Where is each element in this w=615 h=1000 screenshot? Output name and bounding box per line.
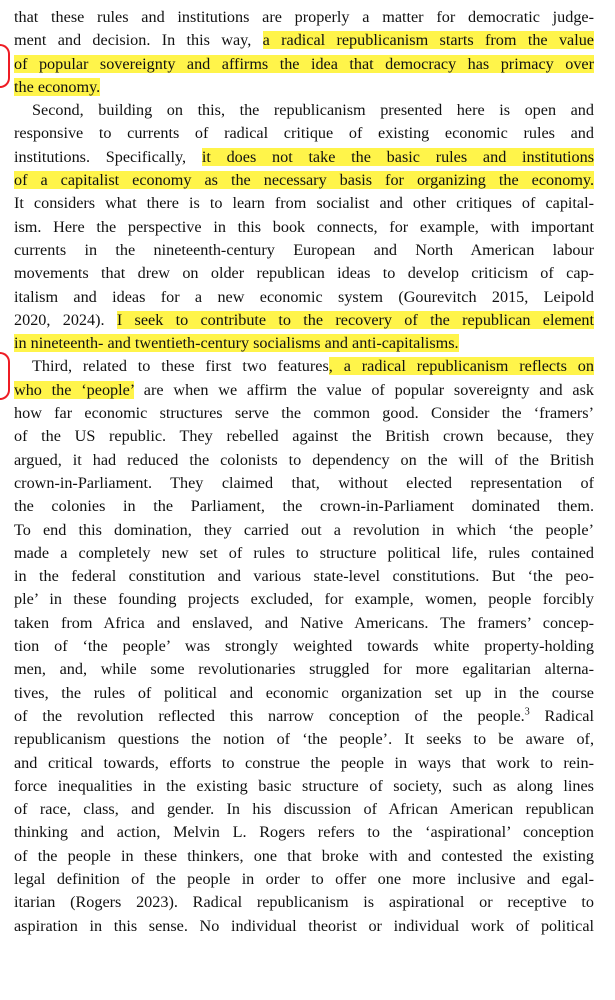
footnote-marker: 3 — [524, 706, 530, 718]
text-line — [14, 519, 594, 542]
text-line — [14, 449, 594, 472]
text-segment: in the federal constitution and various state-level constitutions. But ‘the peo- — [14, 567, 594, 586]
text-line — [14, 425, 594, 448]
text-segment: argued, it had reduced the colonists to dependency on the will of the British — [14, 450, 594, 469]
text-segment: of the people in these thinkers, one that broke with and contested the existing — [14, 846, 594, 865]
text-segment: To end this domination, they carried out a revolution in which ‘the people’ — [14, 520, 594, 539]
text-line — [14, 705, 594, 728]
text-line — [14, 6, 594, 29]
text-segment: tion of ‘the people’ was strongly weighted towards white property-holding — [14, 637, 594, 656]
text-segment: republicanism questions the notion of ‘the people’. It seeks to be aware of, — [14, 730, 594, 749]
text-segment: how far economic structures serve the common good. Consider the ‘framers’ — [14, 404, 594, 423]
text-segment: thinking and action, Melvin L. Rogers refers to the ‘aspirational’ conception — [14, 823, 594, 842]
highlighted-text: of popular sovereignty and affirms the idea that democracy has primacy over — [14, 54, 594, 73]
text-segment: of the US republic. They rebelled against the British crown because, they — [14, 427, 594, 446]
text-line — [14, 216, 594, 239]
text-line — [14, 565, 594, 588]
text-line — [14, 752, 594, 775]
red-annotation-mark — [0, 44, 10, 88]
text-line — [14, 355, 594, 378]
text-segment: institutions. Specifically, — [14, 147, 202, 166]
highlighted-text: of a capitalist economy as the necessary basis for organizing the economy. — [14, 171, 594, 190]
text-segment: legal definition of the people in order to offer one more inclusive and egal- — [14, 869, 594, 888]
text-line — [14, 379, 594, 402]
text-line — [14, 239, 594, 262]
text-segment: of the revolution reflected this narrow conception of the people. — [14, 706, 525, 725]
text-line — [14, 845, 594, 868]
highlighted-text: I seek to contribute to the recovery of the republican element — [116, 310, 595, 329]
text-segment: men, and, while some revolutionaries struggled for more egalitarian alterna- — [14, 660, 594, 679]
text-segment: 2020, 2024). — [14, 310, 117, 329]
text-segment: of race, class, and gender. In his discussion of African American republican — [14, 800, 594, 819]
text-line — [14, 775, 594, 798]
highlighted-text: it does not take the basic rules and institutions — [201, 147, 594, 166]
text-segment: taken from Africa and enslaved, and Native Americans. The framers’ concep- — [14, 613, 594, 632]
text-line — [14, 728, 594, 751]
text-line — [14, 821, 594, 844]
text-line — [14, 612, 594, 635]
text-segment: Radical — [529, 706, 594, 725]
text-segment: ment and decision. In this way, — [14, 31, 263, 50]
highlighted-text: a radical republicanism starts from the value — [262, 31, 594, 50]
body-text — [14, 6, 594, 938]
text-segment: the colonies in the Parliament, the crown-in-Parliament dominated them. — [14, 497, 594, 516]
text-line — [14, 798, 594, 821]
text-segment: It considers what there is to learn from socialist and other critiques of capital- — [14, 194, 594, 213]
text-segment: currents in the nineteenth-century European and North American labour — [14, 240, 594, 259]
text-segment: italism and ideas for a new economic system (Gourevitch 2015, Leipold — [14, 287, 594, 306]
red-annotation-mark — [0, 352, 10, 400]
text-segment: responsive to currents of radical critique of existing economic rules and — [14, 124, 594, 143]
text-line — [14, 53, 594, 76]
text-line — [14, 658, 594, 681]
text-line — [14, 495, 594, 518]
text-segment: crown-in-Parliament. They claimed that, without elected representation of — [14, 473, 594, 492]
text-segment: Third, related to these first two features — [32, 357, 329, 376]
text-line — [14, 99, 594, 122]
text-line — [14, 588, 594, 611]
text-segment: itarian (Rogers 2023). Radical republicanism is aspirational or receptive to — [14, 893, 594, 912]
text-line — [14, 891, 594, 914]
text-segment: ism. Here the perspective in this book connects, for example, with important — [14, 217, 594, 236]
text-line — [14, 122, 594, 145]
text-line — [14, 542, 594, 565]
text-segment: and critical towards, efforts to construe the people in ways that work to rein- — [14, 753, 594, 772]
text-segment: movements that drew on older republican ideas to develop criticism of cap- — [14, 264, 594, 283]
text-line — [14, 402, 594, 425]
text-line — [14, 635, 594, 658]
text-segment: that these rules and institutions are properly a matter for democratic judge- — [14, 8, 594, 26]
text-line — [14, 29, 594, 52]
text-line — [14, 868, 594, 891]
text-line — [14, 286, 594, 309]
text-line — [14, 262, 594, 285]
text-line — [14, 915, 594, 938]
text-segment: tives, the rules of political and economic organization set up in the course — [14, 683, 594, 702]
highlighted-text: , a radical republicanism reflects on — [328, 357, 594, 376]
text-segment: made a completely new set of rules to structure political life, rules contained — [14, 543, 594, 562]
text-segment: force inequalities in the existing basic structure of society, such as along lines — [14, 776, 594, 795]
text-segment: ple’ in these founding projects excluded, for example, women, people forcibly — [14, 590, 594, 609]
text-segment: are when we affirm the value of popular sovereignty and ask — [134, 380, 594, 399]
text-segment: aspiration in this sense. No individual theorist or individual work of political — [14, 916, 594, 935]
text-line — [14, 309, 594, 332]
text-line — [14, 169, 594, 192]
text-segment: Second, building on this, the republicanism presented here is open and — [32, 101, 594, 120]
highlighted-text: who the ‘people’ — [14, 380, 134, 399]
highlighted-text: in nineteenth- and twentieth-century socialisms and anti-capitalisms. — [14, 334, 459, 353]
text-line — [14, 146, 594, 169]
text-line — [14, 192, 594, 215]
text-line — [14, 332, 594, 355]
text-line — [14, 472, 594, 495]
highlighted-text: the economy. — [14, 77, 101, 96]
text-line — [14, 76, 594, 99]
text-line — [14, 682, 594, 705]
